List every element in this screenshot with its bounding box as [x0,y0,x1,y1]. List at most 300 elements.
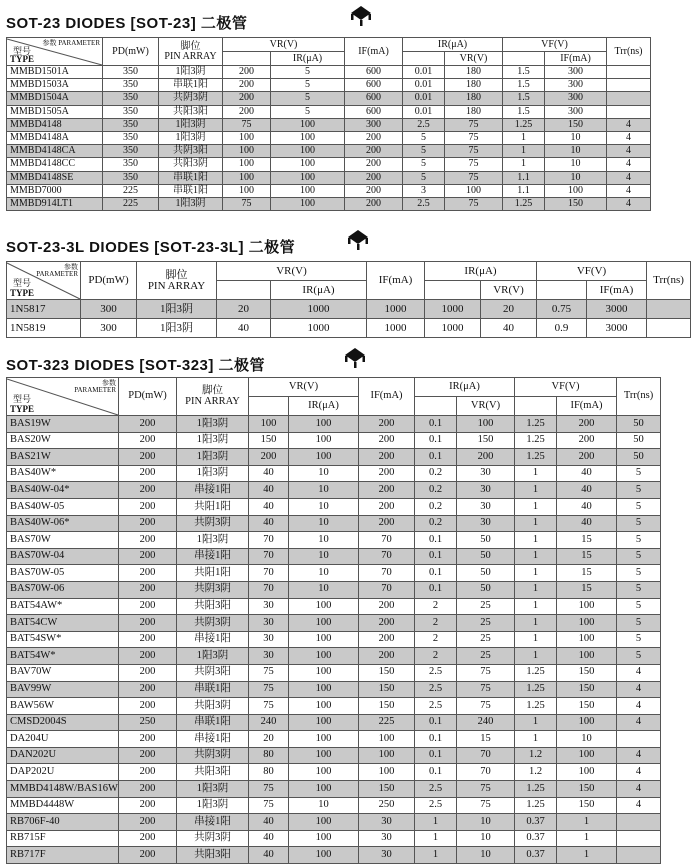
if-cell: 600 [345,105,403,118]
vr-cell: 75 [249,664,289,681]
vf-if-cell: 150 [545,118,607,131]
pd-cell: 350 [103,158,159,171]
vf-cell: 1 [503,145,545,158]
pd-cell: 350 [103,92,159,105]
sot23-spec-table [6,37,651,211]
ir-cell: 0.2 [415,515,457,532]
type-cell: BAS21W [7,449,119,466]
ir-vr-cell: 10 [457,847,515,864]
table-row [7,105,651,118]
vr-ir-cell: 100 [289,648,359,665]
pd-cell: 225 [103,197,159,210]
vf-cell: 1 [503,131,545,144]
type-cell: CMSD2004S [7,714,119,731]
trr-cell: 5 [617,548,661,565]
ir-cell: 0.1 [415,416,457,433]
type-cell: BAS70W [7,532,119,549]
pin-array-cell: 共阴3阴 [177,581,249,598]
table-row [7,171,651,184]
ir-header: IR(μA) [425,262,537,281]
pin-array-cell: 共阳1阳 [177,498,249,515]
sot23-package-icon [348,4,374,28]
if-cell: 150 [359,664,415,681]
type-cell: RB715F [7,830,119,847]
type-cell: MMBD4148CA [7,145,103,158]
ir-cell: 0.1 [415,714,457,731]
param-label-cn: 参数 [102,378,116,387]
ir-vr-cell: 75 [457,781,515,798]
ir-cell: 0.1 [415,565,457,582]
vf-if-cell: 40 [557,465,617,482]
vf-cell: 0.75 [537,300,587,319]
vr-ir-cell: 100 [271,131,345,144]
vr-cell: 40 [249,814,289,831]
vr-cell: 200 [249,449,289,466]
pd-cell: 350 [103,118,159,131]
ir-cell: 0.01 [403,92,445,105]
vf-cell: 1 [515,465,557,482]
table-row [7,781,661,798]
vr-header: VR(V) [217,262,367,281]
vr-ir-cell: 10 [289,515,359,532]
trr-cell [607,105,651,118]
ir-cell: 0.01 [403,79,445,92]
if-cell: 70 [359,532,415,549]
vf-if-cell: 10 [545,158,607,171]
pd-cell: 225 [103,184,159,197]
ir-cell: 3 [403,184,445,197]
vr-cell: 75 [223,197,271,210]
vr-ir-cell: 100 [289,847,359,864]
pd-header: PD(mW) [119,378,177,416]
vf-if-cell: 3000 [587,319,647,338]
ir-cell: 2 [415,598,457,615]
vr-cell: 75 [249,681,289,698]
trr-cell: 5 [617,581,661,598]
vr-ir-cell: 100 [289,731,359,748]
pin-array-cell: 1阳3阴 [177,432,249,449]
pin-array-cell: 共阳3阳 [159,105,223,118]
pd-cell: 250 [119,714,177,731]
vf-if-cell: 1 [557,814,617,831]
pd-cell: 200 [119,432,177,449]
pd-header: PD(mW) [81,262,137,300]
vf-cell: 1.25 [515,664,557,681]
pin-array-cell: 1阳3阴 [159,131,223,144]
ir-vr-cell: 75 [445,197,503,210]
vf-cell: 1.5 [503,92,545,105]
pin-array-cell: 共阳1阳 [177,565,249,582]
pin-array-cell: 串联1阳 [177,714,249,731]
pd-cell: 200 [119,797,177,814]
vr-cell: 40 [249,465,289,482]
vr-cell: 75 [249,781,289,798]
type-cell: MMBD4148W/BAS16W [7,781,119,798]
pd-cell: 200 [119,681,177,698]
vr-ir-cell: 10 [289,465,359,482]
ir-cell: 1 [415,830,457,847]
ir-cell: 0.1 [415,432,457,449]
ir-cell: 5 [403,158,445,171]
vr-cell: 80 [249,764,289,781]
trr-cell [647,319,691,338]
table-row [7,648,661,665]
pin-array-cell: 共阳3阴 [177,698,249,715]
type-cell: DAN202U [7,747,119,764]
vr-ir-cell: 100 [289,631,359,648]
trr-header: Trr(ns) [607,38,651,66]
pin-array-cell: 共阴3阴 [177,747,249,764]
pin-header-cn: 脚位 [202,385,223,396]
param-label-cn: 参数 [42,38,57,47]
pin-array-cell: 共阴3阳 [159,145,223,158]
ir-vr-cell: 50 [457,565,515,582]
table-row [7,184,651,197]
table-row [7,615,661,632]
type-label-cn: 型号 [13,393,32,404]
vf-if-subheader: IF(mA) [557,397,617,416]
if-cell: 225 [359,714,415,731]
pin-array-cell: 共阴3阳 [177,664,249,681]
vr-cell: 200 [223,66,271,79]
pd-cell: 350 [103,145,159,158]
vf-if-cell: 150 [545,197,607,210]
vr-ir-cell: 100 [289,830,359,847]
type-cell: DAP202U [7,764,119,781]
table-row [7,698,661,715]
table-row [7,515,661,532]
trr-cell: 5 [617,515,661,532]
ir-vr-cell: 75 [445,145,503,158]
vf-if-cell: 15 [557,532,617,549]
pin-array-cell: 1阳3阴 [137,300,217,319]
ir-cell: 2.5 [415,781,457,798]
vr-ir-cell: 5 [271,92,345,105]
vr-ir-cell: 100 [271,184,345,197]
pin-array-cell: 共阴3阴 [177,515,249,532]
type-cell: MMBD1504A [7,92,103,105]
vr-ir-cell: 1000 [271,319,367,338]
vr-ir-cell: 100 [289,747,359,764]
trr-cell: 5 [617,465,661,482]
table-row [7,847,661,864]
trr-cell [607,92,651,105]
table-row [7,747,661,764]
table-row [7,158,651,171]
vr-ir-cell: 100 [271,145,345,158]
ir-cell: 0.1 [415,548,457,565]
ir-vr-cell: 75 [457,698,515,715]
type-cell: BAT54AW* [7,598,119,615]
vr-cell: 100 [223,131,271,144]
vf-cell: 1.25 [515,416,557,433]
ir-vr-cell: 180 [445,66,503,79]
ir-vr-cell: 75 [457,797,515,814]
vf-if-cell: 100 [557,714,617,731]
if-cell: 70 [359,548,415,565]
ir-vr-cell: 15 [457,731,515,748]
trr-cell: 4 [607,131,651,144]
vr-cell: 200 [223,92,271,105]
pd-cell: 350 [103,66,159,79]
table-row [7,131,651,144]
vr-cell: 240 [249,714,289,731]
vf-if-cell: 10 [545,145,607,158]
if-cell: 200 [345,158,403,171]
vr-header: VR(V) [223,38,345,52]
vf-cell: 0.37 [515,847,557,864]
vr-cell: 75 [249,698,289,715]
ir-cell: 0.2 [415,465,457,482]
pd-cell: 200 [119,698,177,715]
vf-cell: 1.5 [503,79,545,92]
if-header: IF(mA) [367,262,425,300]
type-cell: BAS40W-05 [7,498,119,515]
vr-cell: 80 [249,747,289,764]
pin-header-cn: 脚位 [180,40,201,52]
type-cell: BAS40W* [7,465,119,482]
vr-cell: 200 [223,105,271,118]
pd-cell: 200 [119,747,177,764]
if-cell: 30 [359,814,415,831]
table-row [7,66,651,79]
trr-cell: 4 [607,145,651,158]
if-cell: 150 [359,681,415,698]
if-cell: 100 [359,764,415,781]
if-cell: 600 [345,92,403,105]
pd-cell: 200 [119,664,177,681]
type-cell: BAS70W-06 [7,581,119,598]
pin-array-cell: 串联1阳 [159,171,223,184]
vf-cell: 1 [515,515,557,532]
vf-if-cell: 10 [545,171,607,184]
if-cell: 200 [359,631,415,648]
ir-cell: 0.1 [415,764,457,781]
ir-vr-cell: 100 [445,184,503,197]
type-header-cell [7,378,119,416]
ir-cell: 5 [403,145,445,158]
vf-blank-subheader [537,281,587,300]
trr-cell: 4 [607,197,651,210]
vr-cell: 70 [249,532,289,549]
type-cell: MMBD1505A [7,105,103,118]
pin-header-en: PIN ARRAY [164,50,217,62]
vf-blank-subheader [515,397,557,416]
vf-cell: 1 [503,158,545,171]
vf-if-cell: 100 [557,648,617,665]
sot23-3l-data-rows [7,300,691,338]
vf-cell: 1.25 [515,781,557,798]
pd-cell: 200 [119,814,177,831]
vr-ir-cell: 100 [289,416,359,433]
vf-cell: 1 [515,548,557,565]
if-cell: 70 [359,581,415,598]
vf-if-cell: 40 [557,498,617,515]
vr-cell: 30 [249,631,289,648]
type-label-en: TYPE [10,53,35,64]
pd-cell: 300 [81,300,137,319]
ir-vr-cell: 25 [457,648,515,665]
table-row [7,118,651,131]
trr-cell [607,79,651,92]
pd-cell: 350 [103,105,159,118]
ir-vr-cell: 50 [457,581,515,598]
trr-cell [647,300,691,319]
pin-array-cell: 共阴3阴 [159,92,223,105]
pin-array-cell: 共阳3阴 [159,158,223,171]
table-row [7,416,661,433]
table-row [7,482,661,499]
ir-vr-cell: 30 [457,498,515,515]
vf-if-cell: 150 [557,664,617,681]
vf-header: VF(V) [537,262,647,281]
pd-cell: 200 [119,615,177,632]
if-cell: 300 [345,118,403,131]
ir-blank-subheader [425,281,481,300]
if-cell: 600 [345,79,403,92]
trr-cell: 4 [617,764,661,781]
type-cell: 1N5819 [7,319,81,338]
pin-array-cell: 共阳3阳 [177,598,249,615]
type-cell: BAV99W [7,681,119,698]
vr-ir-cell: 10 [289,482,359,499]
vr-cell: 70 [249,581,289,598]
ir-vr-cell: 30 [457,465,515,482]
ir-cell: 5 [403,131,445,144]
sot23-3l-spec-table [6,261,691,338]
ir-vr-cell: 180 [445,79,503,92]
if-cell: 200 [359,449,415,466]
if-cell: 600 [345,66,403,79]
vf-cell: 1 [515,731,557,748]
vr-cell: 75 [223,118,271,131]
vf-cell: 1.2 [515,764,557,781]
pd-cell: 200 [119,598,177,615]
vf-if-cell: 150 [557,797,617,814]
pin-header-cn: 脚位 [165,268,188,281]
vf-cell: 1 [515,648,557,665]
sot23-3l-header-rows [7,262,691,300]
vf-cell: 1.5 [503,105,545,118]
vf-if-cell: 300 [545,92,607,105]
vf-if-cell: 40 [557,515,617,532]
ir-vr-cell: 240 [457,714,515,731]
vf-cell: 1.25 [515,449,557,466]
trr-cell: 50 [617,449,661,466]
ir-cell: 0.2 [415,498,457,515]
type-cell: 1N5817 [7,300,81,319]
type-cell: MMBD1503A [7,79,103,92]
vr-cell: 100 [249,416,289,433]
vf-cell: 1 [515,565,557,582]
vf-if-subheader: IF(mA) [587,281,647,300]
pin-array-cell: 串联1阳 [177,681,249,698]
if-cell: 200 [359,515,415,532]
table-row [7,797,661,814]
ir-vr-cell: 10 [457,814,515,831]
pin-array-cell: 1阳3阴 [177,532,249,549]
trr-cell [607,66,651,79]
vf-blank-subheader [503,52,545,66]
ir-header: IR(μA) [415,378,515,397]
ir-cell: 2.5 [415,698,457,715]
trr-cell: 4 [607,184,651,197]
pin-array-cell: 1阳3阴 [177,465,249,482]
table-row [7,449,661,466]
table-row [7,145,651,158]
pd-cell: 200 [119,548,177,565]
vr-ir-cell: 100 [289,432,359,449]
vf-if-cell: 1 [557,847,617,864]
type-cell: MMBD4148SE [7,171,103,184]
vf-cell: 1 [515,482,557,499]
pd-cell: 200 [119,764,177,781]
trr-cell: 5 [617,631,661,648]
vr-ir-cell: 5 [271,66,345,79]
ir-vr-cell: 50 [457,532,515,549]
ir-cell: 0.01 [403,105,445,118]
table-row [7,548,661,565]
vr-cell: 100 [223,184,271,197]
vr-ir-cell: 1000 [271,300,367,319]
table-row [7,565,661,582]
pin-array-cell: 1阳3阴 [177,797,249,814]
vf-if-cell: 100 [557,631,617,648]
pin-array-cell: 1阳3阴 [177,781,249,798]
pin-array-cell: 共阴3阴 [177,615,249,632]
trr-cell [617,731,661,748]
pd-cell: 350 [103,79,159,92]
vr-ir-cell: 100 [289,764,359,781]
vr-ir-cell: 5 [271,105,345,118]
type-cell: MMBD4148 [7,118,103,131]
type-cell: MMBD7000 [7,184,103,197]
table-row [7,432,661,449]
if-cell: 150 [359,698,415,715]
vf-if-cell: 100 [557,615,617,632]
vf-cell: 1 [515,714,557,731]
pin-array-cell: 1阳3阴 [159,66,223,79]
ir-cell: 0.1 [415,449,457,466]
vf-cell: 0.37 [515,814,557,831]
pd-cell: 200 [119,631,177,648]
vr-cell: 70 [249,548,289,565]
trr-cell: 4 [607,118,651,131]
vf-if-cell: 300 [545,105,607,118]
ir-header: IR(μA) [403,38,503,52]
ir-cell: 2 [415,631,457,648]
vr-ir-cell: 100 [289,698,359,715]
vr-cell: 40 [249,498,289,515]
sot323-data-rows [7,416,661,864]
vf-cell: 1.25 [503,197,545,210]
ir-vr-cell: 20 [481,300,537,319]
type-cell: MMBD4148A [7,131,103,144]
type-label-cn: 型号 [13,277,32,288]
param-label-en: PARAMETER [36,269,78,278]
vr-blank-subheader [217,281,271,300]
if-header: IF(mA) [345,38,403,66]
ir-vr-cell: 75 [445,131,503,144]
if-cell: 100 [359,731,415,748]
vf-cell: 1 [515,498,557,515]
if-cell: 200 [345,171,403,184]
ir-vr-cell: 75 [457,681,515,698]
pin-array-cell: 1阳3阴 [159,197,223,210]
vf-if-cell: 10 [545,131,607,144]
ir-vr-cell: 150 [457,432,515,449]
if-cell: 200 [359,498,415,515]
